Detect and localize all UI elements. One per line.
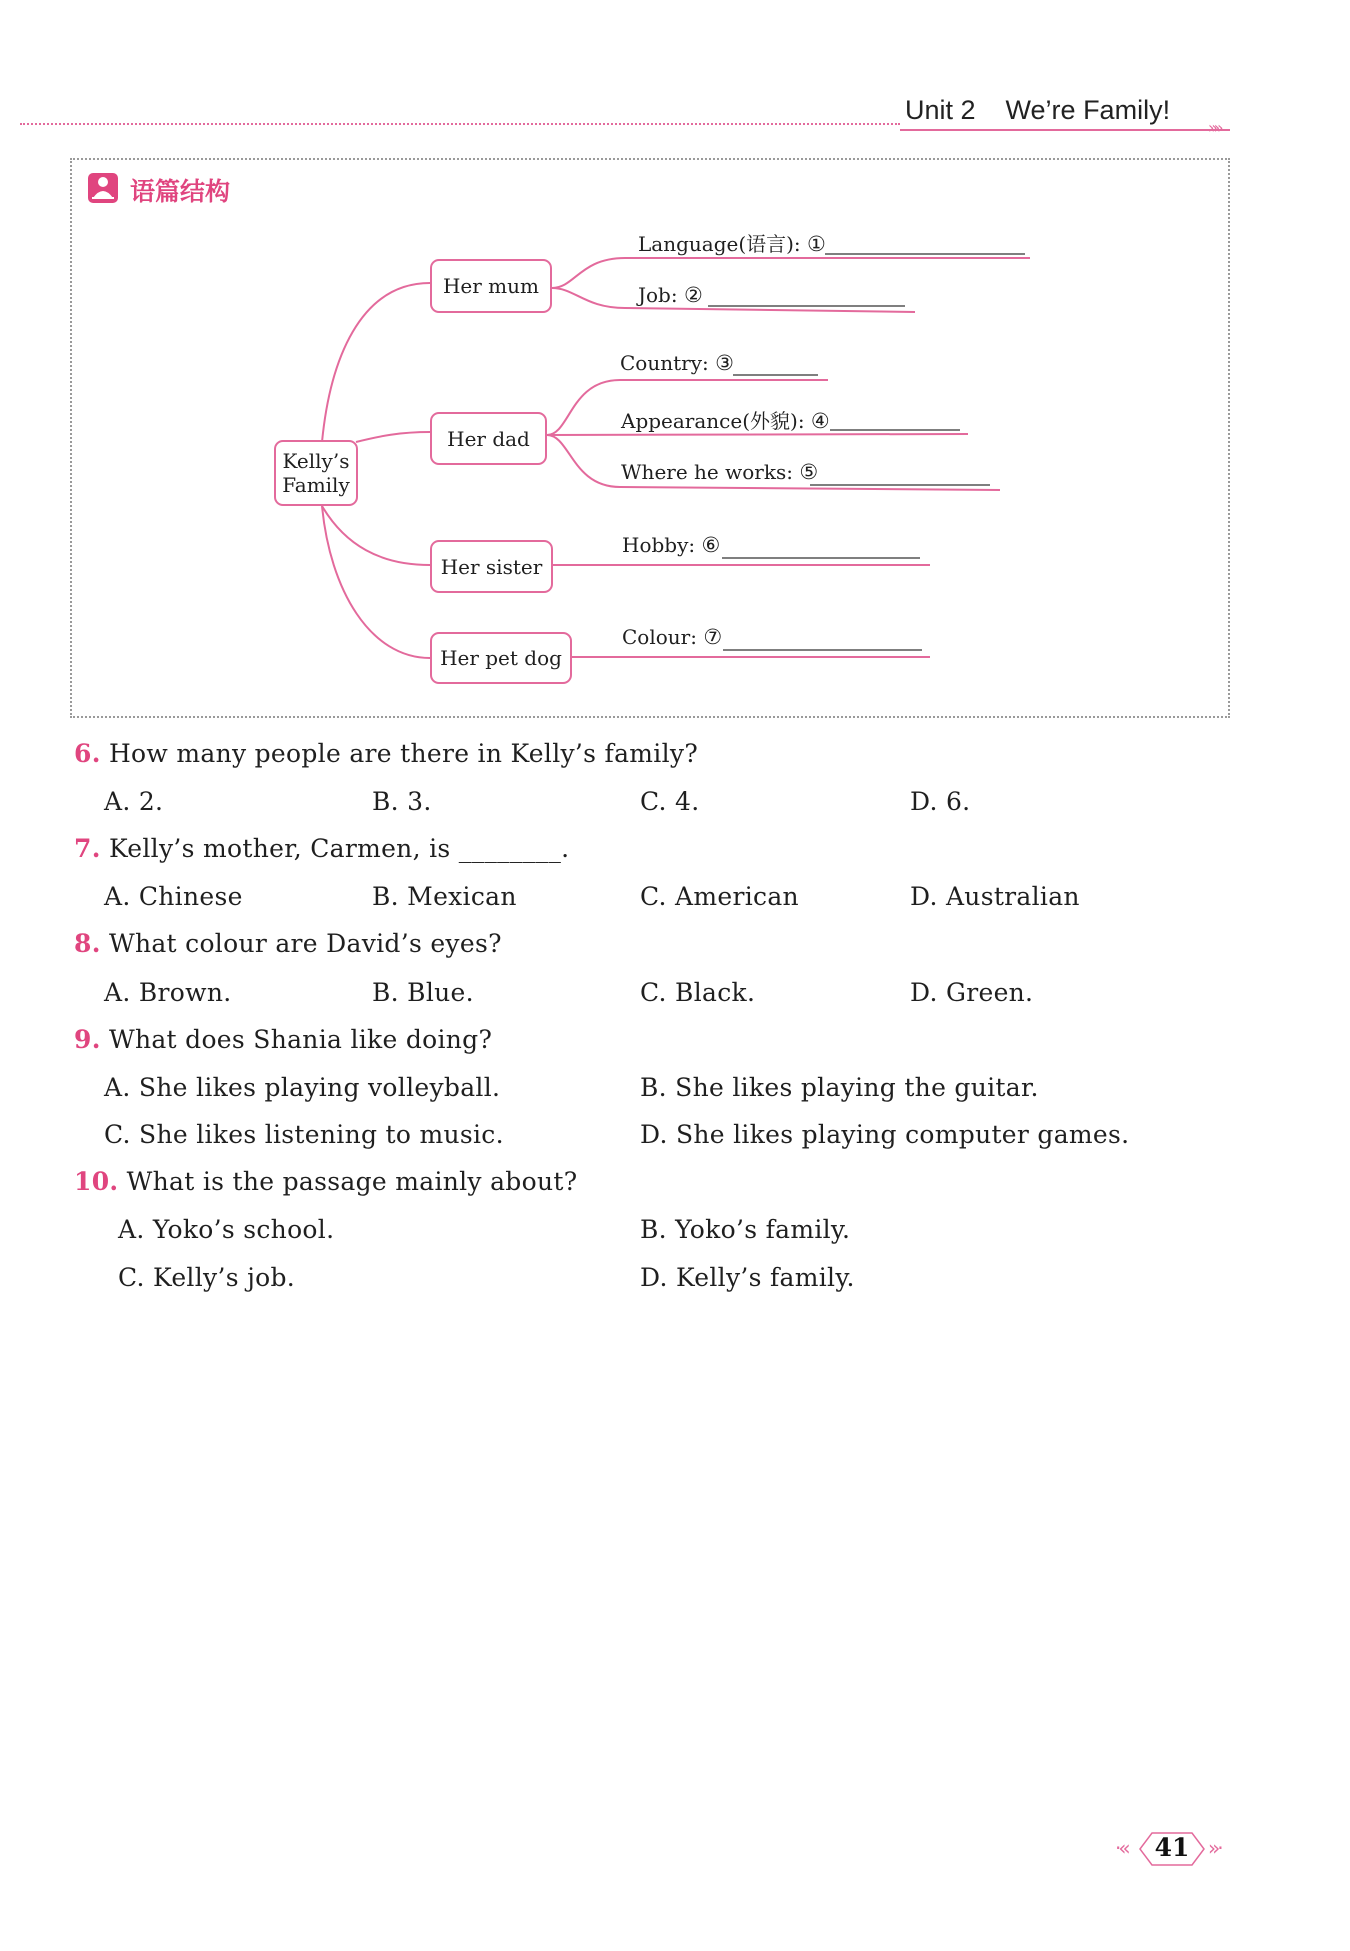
q10-option-d[interactable]: D. Kelly’s family.	[640, 1263, 855, 1292]
circle-number-6: ⑥	[701, 533, 721, 557]
question-10: 10. What is the passage mainly about?	[74, 1167, 578, 1196]
page-number: 41	[1154, 1833, 1190, 1862]
q6-option-d[interactable]: D. 6.	[910, 787, 971, 816]
q7-option-c[interactable]: C. American	[640, 882, 799, 911]
section-title: 语篇结构	[130, 177, 231, 206]
page-right-arrows-icon: »·	[1208, 1836, 1221, 1860]
center-node-kellys-family: Kelly’s Family	[274, 440, 358, 506]
label-works: Where he works: ⑤	[621, 460, 819, 484]
circle-number-5: ⑤	[799, 460, 819, 484]
q6-option-c[interactable]: C. 4.	[640, 787, 700, 816]
node-her-mum: Her mum	[430, 259, 552, 313]
q7-option-d[interactable]: D. Australian	[910, 882, 1080, 911]
branch-sister-line	[322, 506, 430, 565]
q7-option-b[interactable]: B. Mexican	[372, 882, 517, 911]
question-8: 8. What colour are David’s eyes?	[74, 929, 502, 958]
circle-number-3: ③	[715, 351, 734, 375]
q6-option-a[interactable]: A. 2.	[104, 787, 164, 816]
q9-option-a[interactable]: A. She likes playing volleyball.	[104, 1073, 501, 1102]
dad-appearance-line	[547, 434, 968, 435]
circle-number-1: ①	[807, 232, 826, 256]
label-appearance: Appearance(外貌): ④	[621, 409, 830, 433]
q10-option-c[interactable]: C. Kelly’s job.	[118, 1263, 296, 1292]
unit-number: Unit 2	[905, 95, 976, 125]
node-her-dad: Her dad	[430, 412, 547, 465]
label-language: Language(语言): ①	[638, 232, 826, 256]
label-colour: Colour: ⑦	[622, 625, 723, 649]
q9-option-d[interactable]: D. She likes playing computer games.	[640, 1120, 1130, 1149]
q8-option-d[interactable]: D. Green.	[910, 978, 1034, 1007]
question-7: 7. Kelly’s mother, Carmen, is ________.	[74, 834, 570, 863]
q8-option-c[interactable]: C. Black.	[640, 978, 756, 1007]
q8-option-b[interactable]: B. Blue.	[372, 978, 474, 1007]
mum-job-line	[552, 288, 915, 312]
question-6: 6. How many people are there in Kelly’s family?	[74, 739, 699, 768]
q9-option-c[interactable]: C. She likes listening to music.	[104, 1120, 504, 1149]
mum-language-line	[552, 258, 1030, 288]
node-her-pet-dog: Her pet dog	[430, 632, 572, 684]
label-hobby: Hobby: ⑥	[622, 533, 721, 557]
q7-option-a[interactable]: A. Chinese	[104, 882, 243, 911]
branch-dad-line	[356, 432, 430, 442]
page-left-arrows-icon: ·«	[1115, 1836, 1128, 1860]
q6-option-b[interactable]: B. 3.	[372, 787, 432, 816]
node-her-sister: Her sister	[430, 540, 553, 593]
label-job: Job: ②	[638, 283, 703, 307]
q10-option-b[interactable]: B. Yoko’s family.	[640, 1215, 851, 1244]
circle-number-2: ②	[683, 283, 703, 307]
circle-number-7: ⑦	[703, 625, 723, 649]
q10-option-a[interactable]: A. Yoko’s school.	[118, 1215, 335, 1244]
q9-option-b[interactable]: B. She likes playing the guitar.	[640, 1073, 1039, 1102]
header-arrows-icon: »»	[1208, 118, 1220, 137]
q8-option-a[interactable]: A. Brown.	[104, 978, 232, 1007]
circle-number-4: ④	[810, 409, 830, 433]
unit-title: We’re Family!	[1005, 95, 1171, 125]
question-9: 9. What does Shania like doing?	[74, 1025, 493, 1054]
branch-mum-line	[322, 283, 430, 442]
label-country: Country: ③	[620, 351, 734, 375]
